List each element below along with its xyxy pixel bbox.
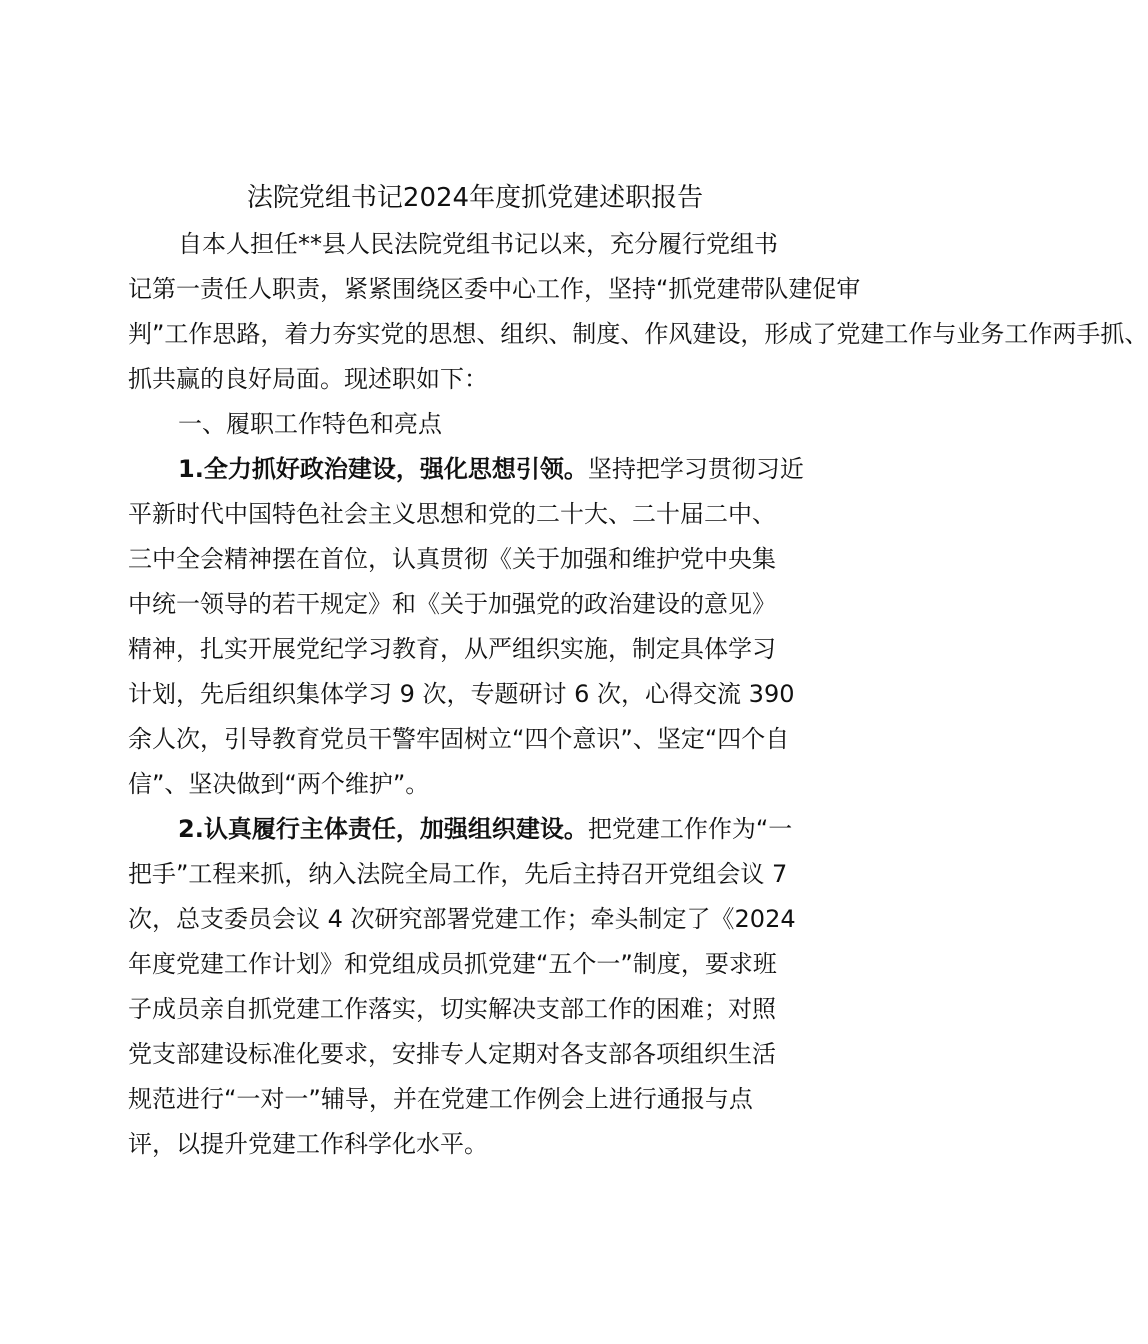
item2-heading: 2.认真履行主体责任，加强组织建设。	[178, 815, 588, 843]
intro-line-4: 抓共赢的良好局面。现述职如下：	[128, 365, 488, 393]
item1-line: 三中全会精神摆在首位，认真贯彻《关于加强和维护党中央集	[128, 545, 776, 573]
item1-first-line-rest: 坚持把学习贯彻习近	[587, 455, 804, 483]
intro-line-2: 记第一责任人职责，紧紧围绕区委中心工作，坚持“抓党建带队建促审	[128, 275, 861, 303]
item2-first-line	[178, 807, 792, 851]
item2-line: 子成员亲自抓党建工作落实，切实解决支部工作的困难；对照	[128, 995, 776, 1023]
item1-heading: 1.全力抓好政治建设，强化思想引领。	[178, 455, 588, 483]
intro-line-1: 自本人担任**县人民法院党组书记以来，充分履行党组书	[178, 230, 778, 258]
item2-line: 党支部建设标准化要求，安排专人定期对各支部各项组织生活	[128, 1040, 776, 1068]
item1-line: 平新时代中国特色社会主义思想和党的二十大、二十届二中、	[128, 500, 776, 528]
item1-line: 余人次，引导教育党员干警牢固树立“四个意识”、坚定“四个自	[128, 725, 790, 753]
item1-first-line	[178, 447, 804, 491]
section-heading: 一、履职工作特色和亮点	[178, 410, 442, 438]
item2-line: 规范进行“一对一”辅导，并在党建工作例会上进行通报与点	[128, 1085, 753, 1113]
item2-line: 把手”工程来抓，纳入法院全局工作，先后主持召开党组会议 7	[128, 860, 788, 888]
item2-line: 评，以提升党建工作科学化水平。	[128, 1130, 488, 1158]
document-title: 法院党组书记2024年度抓党建述职报告	[246, 183, 704, 213]
item1-line: 计划，先后组织集体学习 9 次，专题研讨 6 次，心得交流 390	[128, 680, 795, 708]
item1-line: 信”、坚决做到“两个维护”。	[128, 770, 430, 798]
item2-line: 次，总支委员会议 4 次研究部署党建工作；牵头制定了《2024	[128, 905, 796, 933]
intro-line-3: 判”工作思路，着力夯实党的思想、组织、制度、作风建设，形成了党建工作与业务工作两手抓、	[128, 320, 1148, 348]
item1-line: 精神，扎实开展党纪学习教育，从严组织实施，制定具体学习	[128, 635, 776, 663]
item1-line: 中统一领导的若干规定》和《关于加强党的政治建设的意见》	[128, 590, 776, 618]
item2-first-line-rest: 把党建工作作为“一	[587, 815, 793, 843]
item2-line: 年度党建工作计划》和党组成员抓党建“五个一”制度，要求班	[128, 950, 777, 978]
